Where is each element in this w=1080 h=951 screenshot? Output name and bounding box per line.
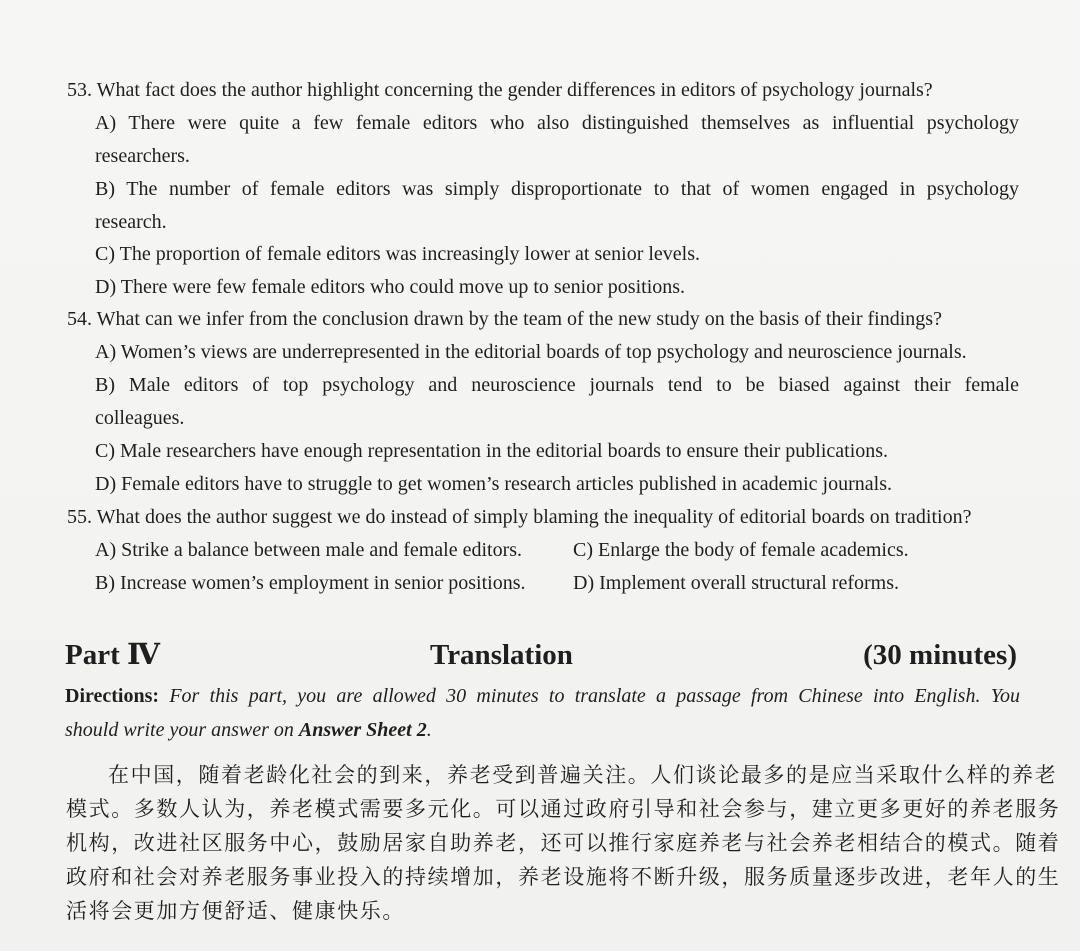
option-54-d: D) Female editors have to struggle to get women’s research articles published in academic journals. <box>95 473 892 495</box>
directions <box>65 679 1020 747</box>
directions-lead: Directions: <box>65 685 160 707</box>
question-prompt: What does the author suggest we do instead of simply blaming the inequality of editorial boards on tradition? <box>96 506 972 528</box>
part-time: (30 minutes) <box>863 639 1017 671</box>
option-55-a: A) Strike a balance between male and female editors. <box>95 539 523 561</box>
passage-line-2: 模式。多数人认为，养老模式需要多元化。可以通过政府引导和社会参与，建立更多更好的养老服务 <box>66 797 1061 821</box>
question-number: 55. <box>67 506 92 528</box>
option-53-d: D) There were few female editors who could move up to senior positions. <box>95 276 686 298</box>
answer-sheet-ref: Answer Sheet 2 <box>298 719 427 741</box>
option-53-a-line1: A) There were quite a few female editors who also distinguished themselves as influential psychology <box>95 112 1019 134</box>
part-header <box>65 638 1017 672</box>
translation-passage <box>66 758 1061 928</box>
passage-line-4: 政府和社会对养老服务事业投入的持续增加，养老设施将不断升级，服务质量逐步改进，老年人的生 <box>66 865 1061 889</box>
question-prompt: What fact does the author highlight concerning the gender differences in editors of psychology journals? <box>96 79 933 101</box>
question-55 <box>67 505 1019 529</box>
directions-line2 <box>65 719 432 741</box>
option-54-c: C) Male researchers have enough representation in the editorial boards to ensure their publications. <box>95 440 889 462</box>
question-54 <box>67 307 1019 331</box>
passage-line-5: 活将会更加方便舒适、健康快乐。 <box>66 899 405 923</box>
option-54-a: A) Women’s views are underrepresented in the editorial boards of top psychology and neuroscience journals. <box>95 341 967 363</box>
option-53-a-line2: researchers. <box>95 145 190 167</box>
option-53-b-line2: research. <box>95 211 167 233</box>
directions-line1 <box>65 679 1020 713</box>
option-55-b: B) Increase women’s employment in senior positions. <box>95 572 526 594</box>
question-prompt: What can we infer from the conclusion drawn by the team of the new study on the basis of their findings? <box>96 308 942 330</box>
directions-text-line1: For this part, you are allowed 30 minutes to translate a passage from Chinese into English. You <box>159 685 1020 707</box>
part-label: Part Ⅳ <box>65 639 160 671</box>
option-55-d: D) Implement overall structural reforms. <box>573 572 899 594</box>
option-54-b-line2: colleagues. <box>95 407 185 429</box>
question-number: 53. <box>67 79 92 101</box>
passage-line-3: 机构，改进社区服务中心，鼓励居家自助养老，还可以推行家庭养老与社会养老相结合的模式。随着 <box>66 831 1061 855</box>
directions-end: . <box>426 719 432 741</box>
directions-text-line2: should write your answer on <box>65 719 299 741</box>
question-53 <box>67 78 1019 102</box>
passage-line-1: 在中国，随着老龄化社会的到来，养老受到普遍关注。人们谈论最多的是应当采取什么样的养老 <box>108 763 1058 787</box>
option-55-c: C) Enlarge the body of female academics. <box>573 539 909 561</box>
option-54-b-line1: B) Male editors of top psychology and neuroscience journals tend to be biased against their female <box>95 374 1019 396</box>
option-53-b-line1: B) The number of female editors was simply disproportionate to that of women engaged in psychology <box>95 178 1019 200</box>
question-number: 54. <box>67 308 92 330</box>
option-53-c: C) The proportion of female editors was increasingly lower at senior levels. <box>95 243 701 265</box>
part-title: Translation <box>430 639 573 671</box>
